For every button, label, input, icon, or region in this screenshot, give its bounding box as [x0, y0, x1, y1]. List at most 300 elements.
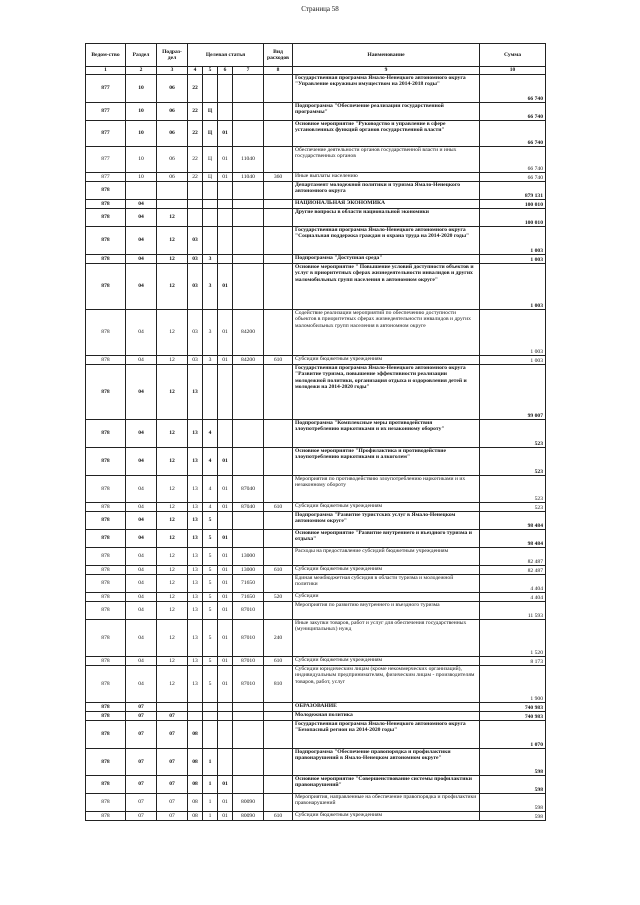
cell-target-2: 4: [203, 503, 218, 512]
cell-expense-type: [264, 749, 293, 776]
cell-expense-type: [264, 602, 293, 620]
cell-razdel: [126, 182, 157, 200]
cell-target-4: [233, 703, 264, 712]
cell-podrazdel: 12: [157, 657, 188, 666]
cell-target-3: 01: [218, 657, 233, 666]
cell-target-4: 87040: [233, 476, 264, 503]
cell-name: Мероприятия по противодействию злоупотреблению наркотиками и их незаконному обороту: [293, 476, 480, 503]
cell-expense-type: [264, 75, 293, 103]
cell-razdel: 04: [126, 310, 157, 356]
cell-target-1: [188, 703, 203, 712]
cell-vedomstvo: 878: [86, 712, 126, 721]
cell-target-2: Ц: [203, 173, 218, 182]
cell-sum: 82 487: [480, 566, 546, 575]
cell-target-1: 13: [188, 566, 203, 575]
cell-podrazdel: 12: [157, 602, 188, 620]
cell-podrazdel: 07: [157, 776, 188, 794]
cell-target-3: [218, 721, 233, 749]
column-number: 10: [480, 67, 546, 75]
cell-razdel: 07: [126, 794, 157, 812]
header-expense-type: Вид расходов: [264, 44, 293, 67]
cell-sum: 98 484: [480, 530, 546, 548]
cell-expense-type: 610: [264, 657, 293, 666]
cell-vedomstvo: 878: [86, 420, 126, 448]
cell-podrazdel: 06: [157, 75, 188, 103]
cell-target-3: [218, 255, 233, 264]
cell-target-2: [203, 712, 218, 721]
cell-target-1: [188, 200, 203, 209]
cell-target-2: 5: [203, 593, 218, 602]
cell-target-3: [218, 182, 233, 200]
cell-target-4: [233, 512, 264, 530]
cell-name: Обеспечение деятельности органов государственной власти и иных государственных органов: [293, 147, 480, 173]
cell-target-1: 08: [188, 812, 203, 821]
cell-target-1: 13: [188, 620, 203, 657]
cell-razdel: 04: [126, 530, 157, 548]
column-number: 8: [264, 67, 293, 75]
cell-expense-type: 810: [264, 666, 293, 703]
cell-expense-type: [264, 712, 293, 721]
cell-target-4: [233, 721, 264, 749]
cell-name: Подпрограмма "Комплексные меры противодействия злоупотреблению наркотиками и их незаконному обороту": [293, 420, 480, 448]
table-row: [86, 200, 546, 209]
cell-podrazdel: 12: [157, 310, 188, 356]
cell-podrazdel: 07: [157, 794, 188, 812]
cell-target-2: 5: [203, 602, 218, 620]
cell-razdel: 07: [126, 776, 157, 794]
cell-vedomstvo: 878: [86, 794, 126, 812]
cell-target-1: 13: [188, 666, 203, 703]
cell-target-2: 5: [203, 666, 218, 703]
table-row: [86, 227, 546, 255]
cell-name: Государственная программа Ямало-Ненецкого автономного округа "Управление окружным имуществом на 2014-2018 годы": [293, 75, 480, 103]
cell-target-1: 03: [188, 227, 203, 255]
page-number-label: Страница 58: [301, 5, 339, 13]
cell-name: Субсидии бюджетным учреждениям: [293, 503, 480, 512]
cell-sum: 740 983: [480, 712, 546, 721]
cell-target-3: 01: [218, 794, 233, 812]
cell-target-2: 1: [203, 776, 218, 794]
cell-expense-type: 610: [264, 812, 293, 821]
cell-vedomstvo: 878: [86, 548, 126, 566]
cell-target-2: 3: [203, 356, 218, 365]
cell-podrazdel: [157, 703, 188, 712]
cell-name: Молодежная политика: [293, 712, 480, 721]
cell-vedomstvo: 877: [86, 121, 126, 147]
cell-razdel: 04: [126, 209, 157, 227]
cell-target-2: 3: [203, 255, 218, 264]
table-row: [86, 420, 546, 448]
cell-target-2: 3: [203, 310, 218, 356]
cell-name: Подпрограмма "Обеспечение правопорядка и профилактики правонарушений в Ямало-Ненецком автономном округе": [293, 749, 480, 776]
cell-sum: 4 404: [480, 593, 546, 602]
cell-target-1: [188, 712, 203, 721]
cell-target-4: 80090: [233, 812, 264, 821]
cell-podrazdel: 12: [157, 575, 188, 593]
cell-target-2: 5: [203, 530, 218, 548]
cell-target-4: [233, 712, 264, 721]
cell-target-3: [218, 200, 233, 209]
column-number: 5: [203, 67, 218, 75]
cell-vedomstvo: 878: [86, 365, 126, 420]
cell-target-4: [233, 365, 264, 420]
cell-target-3: 01: [218, 448, 233, 476]
cell-vedomstvo: 878: [86, 530, 126, 548]
cell-target-1: 13: [188, 575, 203, 593]
cell-vedomstvo: 878: [86, 602, 126, 620]
cell-expense-type: [264, 200, 293, 209]
cell-target-4: 84200: [233, 356, 264, 365]
cell-expense-type: [264, 476, 293, 503]
cell-podrazdel: [157, 200, 188, 209]
cell-razdel: 04: [126, 365, 157, 420]
cell-target-2: 5: [203, 512, 218, 530]
cell-name: Основное мероприятие "Совершенствование системы профилактики правонарушений": [293, 776, 480, 794]
cell-name: Субсидии бюджетным учреждениям: [293, 812, 480, 821]
cell-target-2: 5: [203, 620, 218, 657]
cell-name: Расходы на предоставление субсидий бюджетным учреждениям: [293, 548, 480, 566]
cell-name: Государственная программа Ямало-Ненецкого автономного округа "Социальная поддержка граждан и охрана труда на 2014-2020 годы": [293, 227, 480, 255]
cell-sum: 66 740: [480, 75, 546, 103]
cell-target-1: 13: [188, 420, 203, 448]
cell-expense-type: 360: [264, 173, 293, 182]
cell-vedomstvo: 878: [86, 666, 126, 703]
cell-target-4: 11040: [233, 173, 264, 182]
cell-target-1: 08: [188, 776, 203, 794]
cell-target-3: 01: [218, 121, 233, 147]
cell-podrazdel: 12: [157, 666, 188, 703]
cell-razdel: 04: [126, 356, 157, 365]
cell-vedomstvo: 878: [86, 566, 126, 575]
cell-expense-type: [264, 365, 293, 420]
cell-name: Подпрограмма "Развитие туристских услуг в Ямало-Ненецком автономном округе": [293, 512, 480, 530]
cell-razdel: 07: [126, 812, 157, 821]
cell-expense-type: [264, 310, 293, 356]
cell-name: Основное мероприятие "Руководство и управление в сфере установленных функций органов государственной власти": [293, 121, 480, 147]
cell-vedomstvo: 878: [86, 209, 126, 227]
cell-target-2: 3: [203, 264, 218, 310]
cell-target-1: 13: [188, 530, 203, 548]
cell-name: Субсидии юридическим лицам (кроме некоммерческих организаций), индивидуальным предпринимателям, физическим лицам - производителям товаров, работ, услуг: [293, 666, 480, 703]
cell-razdel: 04: [126, 264, 157, 310]
cell-podrazdel: 12: [157, 264, 188, 310]
cell-sum: 66 740: [480, 103, 546, 121]
cell-target-4: [233, 182, 264, 200]
cell-sum: 4 404: [480, 575, 546, 593]
header-name: Наименование: [293, 44, 480, 67]
cell-target-1: 08: [188, 721, 203, 749]
table-row: [86, 776, 546, 794]
cell-target-1: 22: [188, 147, 203, 173]
cell-name: Мероприятия по развитию внутреннего и въездного туризма: [293, 602, 480, 620]
table-row: [86, 666, 546, 703]
cell-expense-type: [264, 420, 293, 448]
cell-expense-type: [264, 147, 293, 173]
cell-target-2: 5: [203, 566, 218, 575]
cell-name: Субсидии: [293, 593, 480, 602]
table-row: [86, 593, 546, 602]
cell-vedomstvo: 878: [86, 776, 126, 794]
cell-target-3: [218, 512, 233, 530]
cell-name: Основное мероприятие " Повышение условий доступности объектов и услуг в приоритетных сферах жизнедеятельности инвалидов и других маломобильных групп населения в автономном округе": [293, 264, 480, 310]
cell-razdel: 07: [126, 712, 157, 721]
cell-sum: 523: [480, 503, 546, 512]
table-row: [86, 548, 546, 566]
cell-target-4: 87010: [233, 620, 264, 657]
cell-sum: 1 003: [480, 310, 546, 356]
table-row: [86, 721, 546, 749]
table-row: [86, 476, 546, 503]
cell-podrazdel: 06: [157, 173, 188, 182]
cell-sum: 879 131: [480, 182, 546, 200]
cell-razdel: 04: [126, 602, 157, 620]
cell-expense-type: [264, 548, 293, 566]
cell-target-1: 08: [188, 749, 203, 776]
cell-target-3: [218, 365, 233, 420]
table-row: [86, 812, 546, 821]
column-number: 7: [233, 67, 264, 75]
cell-podrazdel: 07: [157, 712, 188, 721]
cell-target-4: [233, 255, 264, 264]
column-number: 6: [218, 67, 233, 75]
cell-razdel: 04: [126, 575, 157, 593]
cell-target-2: 4: [203, 448, 218, 476]
cell-name: Основное мероприятие "Развитие внутреннего и въездного туризма и отдыха": [293, 530, 480, 548]
cell-podrazdel: 07: [157, 749, 188, 776]
cell-name: ОБРАЗОВАНИЕ: [293, 703, 480, 712]
cell-target-1: 13: [188, 593, 203, 602]
cell-target-4: 87010: [233, 602, 264, 620]
cell-target-4: [233, 448, 264, 476]
header-razdel: Раздел: [126, 44, 157, 67]
cell-expense-type: 240: [264, 620, 293, 657]
cell-sum: 8 173: [480, 657, 546, 666]
cell-sum: 523: [480, 448, 546, 476]
cell-target-3: 01: [218, 173, 233, 182]
cell-expense-type: [264, 182, 293, 200]
cell-vedomstvo: 878: [86, 356, 126, 365]
cell-sum: 1 003: [480, 227, 546, 255]
cell-podrazdel: 12: [157, 530, 188, 548]
cell-razdel: 10: [126, 147, 157, 173]
cell-target-2: 1: [203, 794, 218, 812]
cell-sum: 598: [480, 749, 546, 776]
cell-expense-type: 520: [264, 593, 293, 602]
cell-vedomstvo: 878: [86, 812, 126, 821]
cell-podrazdel: 12: [157, 356, 188, 365]
cell-target-2: 5: [203, 548, 218, 566]
cell-target-1: 13: [188, 365, 203, 420]
cell-target-4: [233, 75, 264, 103]
table-row: [86, 356, 546, 365]
cell-target-2: Ц: [203, 121, 218, 147]
cell-sum: 1 003: [480, 264, 546, 310]
table-row: [86, 264, 546, 310]
cell-target-1: 13: [188, 602, 203, 620]
cell-podrazdel: 12: [157, 503, 188, 512]
cell-target-2: 4: [203, 476, 218, 503]
cell-razdel: 10: [126, 103, 157, 121]
cell-target-4: [233, 776, 264, 794]
cell-sum: 1 900: [480, 666, 546, 703]
cell-expense-type: [264, 776, 293, 794]
cell-sum: 99 007: [480, 365, 546, 420]
cell-target-3: 01: [218, 602, 233, 620]
cell-target-1: [188, 209, 203, 227]
cell-name: Другие вопросы в области национальной экономики: [293, 209, 480, 227]
cell-vedomstvo: 878: [86, 703, 126, 712]
cell-vedomstvo: 877: [86, 173, 126, 182]
cell-razdel: 04: [126, 476, 157, 503]
cell-vedomstvo: 878: [86, 476, 126, 503]
cell-target-4: [233, 420, 264, 448]
cell-expense-type: [264, 255, 293, 264]
table-row: [86, 575, 546, 593]
cell-podrazdel: 12: [157, 512, 188, 530]
cell-target-1: 13: [188, 548, 203, 566]
cell-target-2: [203, 227, 218, 255]
cell-podrazdel: 06: [157, 121, 188, 147]
cell-name: Государственная программа Ямало-Ненецкого автономного округа "Развитие туризма, повышение эффективности реализации молодежной политики, организация отдыха и оздоровления детей и молодежи на 2014-2020 годы": [293, 365, 480, 420]
cell-sum: 66 740: [480, 173, 546, 182]
table-row: [86, 173, 546, 182]
cell-razdel: 04: [126, 548, 157, 566]
cell-target-4: [233, 103, 264, 121]
cell-target-1: 13: [188, 448, 203, 476]
cell-sum: 1 070: [480, 721, 546, 749]
cell-target-1: 03: [188, 310, 203, 356]
cell-razdel: 04: [126, 503, 157, 512]
cell-target-2: 5: [203, 575, 218, 593]
cell-target-1: 03: [188, 356, 203, 365]
cell-name: Подпрограмма "Доступная среда": [293, 255, 480, 264]
column-number: 2: [126, 67, 157, 75]
cell-name: Основное мероприятие "Профилактика и противодействие злоупотреблению наркотиками и алкоголем": [293, 448, 480, 476]
cell-podrazdel: 06: [157, 103, 188, 121]
cell-razdel: 04: [126, 512, 157, 530]
table-row: [86, 530, 546, 548]
cell-sum: 1 003: [480, 255, 546, 264]
table-row: [86, 448, 546, 476]
cell-sum: 82 487: [480, 548, 546, 566]
cell-target-3: [218, 749, 233, 776]
cell-target-2: 5: [203, 657, 218, 666]
cell-target-4: 13000: [233, 566, 264, 575]
cell-expense-type: [264, 264, 293, 310]
table-row: [86, 121, 546, 147]
cell-sum: 66 740: [480, 121, 546, 147]
cell-expense-type: [264, 209, 293, 227]
cell-razdel: 07: [126, 749, 157, 776]
header-target-article: Целевая статья: [188, 44, 264, 67]
cell-podrazdel: 06: [157, 147, 188, 173]
table-row: [86, 794, 546, 812]
cell-name: Иные закупки товаров, работ и услуг для обеспечения государственных (муниципальных) нужд: [293, 620, 480, 657]
cell-razdel: 04: [126, 200, 157, 209]
cell-target-2: 1: [203, 749, 218, 776]
header-row: [86, 44, 546, 67]
cell-razdel: 04: [126, 666, 157, 703]
cell-target-3: 01: [218, 530, 233, 548]
cell-target-3: 01: [218, 264, 233, 310]
table-row: [86, 103, 546, 121]
cell-target-2: [203, 200, 218, 209]
cell-target-1: 08: [188, 794, 203, 812]
table-row: [86, 209, 546, 227]
cell-target-1: 03: [188, 255, 203, 264]
table-row: [86, 620, 546, 657]
cell-target-3: 01: [218, 620, 233, 657]
cell-podrazdel: 07: [157, 721, 188, 749]
cell-vedomstvo: 878: [86, 503, 126, 512]
cell-vedomstvo: 877: [86, 75, 126, 103]
cell-target-3: 01: [218, 356, 233, 365]
cell-razdel: 04: [126, 657, 157, 666]
cell-sum: 740 983: [480, 703, 546, 712]
table-row: [86, 310, 546, 356]
cell-target-3: [218, 712, 233, 721]
cell-vedomstvo: 878: [86, 721, 126, 749]
cell-target-4: 84200: [233, 310, 264, 356]
cell-target-4: [233, 121, 264, 147]
column-number: 9: [293, 67, 480, 75]
cell-target-2: Ц: [203, 147, 218, 173]
cell-target-4: 71650: [233, 593, 264, 602]
cell-target-3: [218, 703, 233, 712]
cell-expense-type: 610: [264, 566, 293, 575]
cell-target-3: 01: [218, 548, 233, 566]
cell-expense-type: 610: [264, 503, 293, 512]
table-row: [86, 703, 546, 712]
cell-sum: 66 740: [480, 147, 546, 173]
cell-vedomstvo: 878: [86, 575, 126, 593]
cell-target-3: 01: [218, 503, 233, 512]
cell-podrazdel: 12: [157, 255, 188, 264]
cell-vedomstvo: 878: [86, 657, 126, 666]
cell-target-2: [203, 365, 218, 420]
cell-vedomstvo: 878: [86, 749, 126, 776]
cell-target-1: [188, 182, 203, 200]
cell-target-2: Ц: [203, 103, 218, 121]
column-number: 1: [86, 67, 126, 75]
cell-target-2: [203, 182, 218, 200]
cell-target-4: [233, 227, 264, 255]
cell-name: Подпрограмма "Обеспечение реализации государственной программы": [293, 103, 480, 121]
cell-podrazdel: 12: [157, 209, 188, 227]
cell-sum: 523: [480, 476, 546, 503]
cell-target-4: 87010: [233, 666, 264, 703]
cell-podrazdel: 12: [157, 365, 188, 420]
cell-razdel: 07: [126, 721, 157, 749]
cell-expense-type: 610: [264, 356, 293, 365]
cell-target-4: [233, 530, 264, 548]
cell-target-4: [233, 749, 264, 776]
cell-target-4: 11040: [233, 147, 264, 173]
cell-target-3: [218, 75, 233, 103]
cell-target-3: [218, 209, 233, 227]
cell-target-3: 01: [218, 147, 233, 173]
table-row: [86, 749, 546, 776]
table-row: [86, 503, 546, 512]
cell-target-1: 13: [188, 512, 203, 530]
cell-razdel: 07: [126, 703, 157, 712]
cell-target-3: [218, 420, 233, 448]
cell-sum: 100 010: [480, 200, 546, 209]
cell-vedomstvo: 878: [86, 310, 126, 356]
header-podrazdel: Подраз-дел: [157, 44, 188, 67]
cell-podrazdel: 12: [157, 476, 188, 503]
table-row: [86, 602, 546, 620]
